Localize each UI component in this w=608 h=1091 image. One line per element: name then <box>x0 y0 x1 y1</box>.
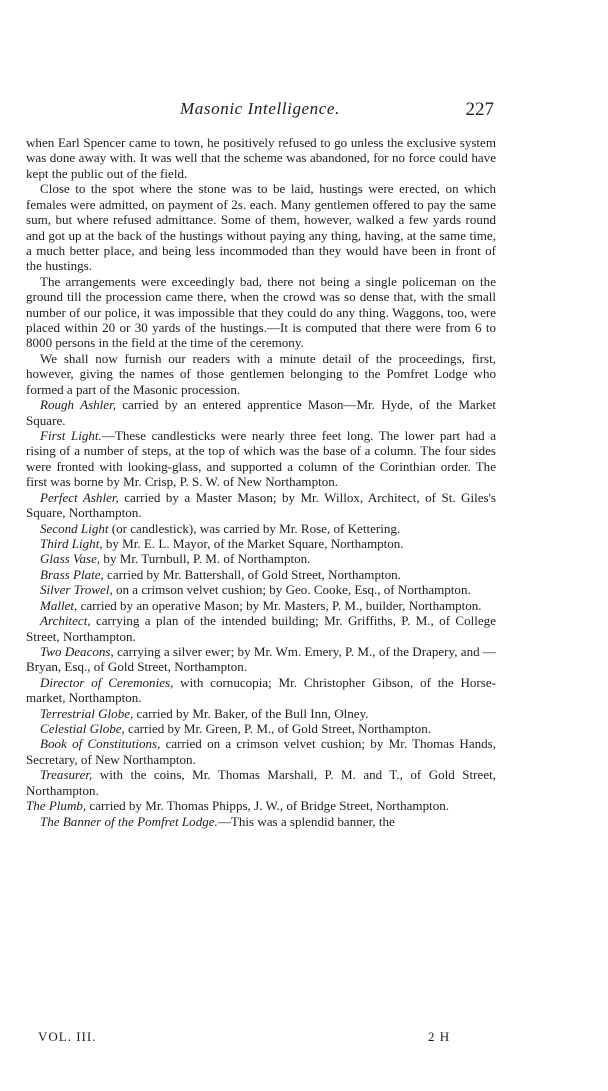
page-header <box>26 99 494 123</box>
procession-entry <box>26 490 496 521</box>
entry-text: carried by Mr. Green, P. M., of Gold Street, Northampton. <box>124 721 431 737</box>
procession-entry <box>26 798 496 813</box>
paragraph-text: when Earl Spencer came to town, he positively refused to go unless the exclusive system was done away with. It was well that the scheme was abandoned, for no force could have kept the public out of the field. <box>26 135 496 181</box>
body-text <box>26 135 496 829</box>
entry-text: with the coins, Mr. Thomas Marshall, P. M. and T., of Gold Street, Northampton. <box>26 767 496 798</box>
entry-title: Silver Trowel, <box>40 582 113 598</box>
paragraph <box>26 351 496 397</box>
entry-text: carried by Mr. Baker, of the Bull Inn, Olney. <box>133 705 369 721</box>
entry-title: Terrestrial Globe, <box>40 705 134 721</box>
procession-entry <box>26 767 496 798</box>
entry-text: by Mr. E. L. Mayor, of the Market Square, Northampton. <box>102 535 404 551</box>
entry-text: by Mr. Turnbull, P. M. of Northampton. <box>100 551 311 567</box>
volume-label: VOL. III. <box>38 1029 97 1044</box>
entry-text: carrying a silver ewer; by Mr. Wm. Emery, P. M., of the Drapery, and — Bryan, Esq., of Gold Street, Northampton. <box>26 643 496 675</box>
procession-entry <box>26 675 496 706</box>
entry-text: carried by Mr. Battershall, of Gold Street, Northampton. <box>103 566 401 582</box>
entry-text: —These candlesticks were nearly three feet long. The lower part had a rising of a number of steps, at the top of which was the base of a column. The four sides were fronted with looking-glass, and supported a column of the Corinthian order. The first was borne by Mr. Crisp, P. S. W. of New Northampton. <box>26 428 496 490</box>
entry-text: on a crimson velvet cushion; by Geo. Cooke, Esq., of Northampton. <box>112 582 471 598</box>
entry-text: carried by an operative Mason; by Mr. Masters, P. M., builder, Northampton. <box>77 597 482 613</box>
procession-entry <box>26 736 496 767</box>
entry-title: Book of Constitutions, <box>40 736 161 752</box>
entry-text: carried on a crimson velvet cushion; by Mr. Thomas Hands, Secretary, of New Northampton. <box>26 736 497 767</box>
entry-title: Third Light, <box>40 535 103 551</box>
entry-title: First Light. <box>40 428 102 444</box>
entry-title: Rough Ashler, <box>40 397 116 413</box>
entry-text: (or candlestick), was carried by Mr. Rose, of Kettering. <box>108 520 401 536</box>
entry-title: Celestial Globe, <box>40 721 125 737</box>
procession-entry <box>26 598 496 613</box>
paragraph <box>26 274 496 351</box>
procession-entry <box>26 644 496 675</box>
entry-title: Mallet, <box>40 597 78 613</box>
paragraph-text: We shall now furnish our readers with a minute detail of the proceedings, first, however, giving the names of those gentlemen belonging to the Pomfret Lodge who formed a part of the Masonic procession. <box>26 350 496 397</box>
entry-title: The Banner of the Pomfret Lodge. <box>40 813 218 829</box>
paragraph-text: Close to the spot where the stone was to be laid, hustings were erected, on which females were admitted, on payment of 2s. each. Many gentlemen offered to pay the same sum, but where refused admittance. Some of them, however, walked a few yards round and got up at the back of the hustings without paying any thing, having, at the same time, a much better place, and being less incommoded than they would have been in front of the hustings. <box>26 181 496 274</box>
paragraph <box>26 181 496 274</box>
entry-text: carried by Mr. Thomas Phipps, J. W., of Bridge Street, Northampton. <box>86 798 450 814</box>
entry-title: Second Light <box>40 520 109 536</box>
procession-entry <box>26 814 496 829</box>
entry-text: —This was a splendid banner, the <box>217 813 395 829</box>
entry-text: with cornucopia; Mr. Christopher Gibson, of the Horse-market, Northampton. <box>26 674 496 706</box>
entry-title: Director of Ceremonies, <box>40 674 174 690</box>
entry-text: carried by an entered apprentice Mason—Mr. Hyde, of the Market Square. <box>26 397 497 428</box>
page-number: 227 <box>465 99 494 120</box>
page-footer <box>26 1029 496 1047</box>
entry-title: Perfect Ashler, <box>40 489 119 505</box>
procession-entry <box>26 397 496 428</box>
entry-text: carrying a plan of the intended building; Mr. Griffiths, P. M., of College Street, Northampton. <box>26 613 496 644</box>
procession-entry <box>26 582 496 597</box>
procession-entry <box>26 721 496 736</box>
procession-entry <box>26 521 496 536</box>
paragraph-text: The arrangements were exceedingly bad, there not being a single policeman on the ground till the procession came there, when the crowd was so dense that, with the small number of our police, it was impossible that they could do any thing. Waggons, too, were placed within 20 or 30 yards of the hustings.—It is computed that there were from 6 to 8000 persons in the field at the time of the ceremony. <box>26 273 496 351</box>
procession-entry <box>26 567 496 582</box>
procession-entry <box>26 536 496 551</box>
entry-title: Brass Plate, <box>40 566 104 582</box>
paragraph <box>26 135 496 181</box>
entry-title: The Plumb, <box>26 798 87 814</box>
procession-entry <box>26 706 496 721</box>
entry-title: Treasurer, <box>40 767 93 783</box>
entry-text: carried by a Master Mason; by Mr. Willox, Architect, of St. Giles's Square, Northampton. <box>26 489 497 521</box>
signature-mark: 2 H <box>428 1029 451 1044</box>
entry-title: Two Deacons, <box>40 643 114 659</box>
procession-entry <box>26 551 496 566</box>
procession-entry <box>26 613 496 644</box>
entry-title: Architect, <box>40 613 91 629</box>
running-head: Masonic Intelligence. <box>180 99 340 118</box>
procession-entry <box>26 428 496 490</box>
entry-title: Glass Vase, <box>40 551 101 567</box>
